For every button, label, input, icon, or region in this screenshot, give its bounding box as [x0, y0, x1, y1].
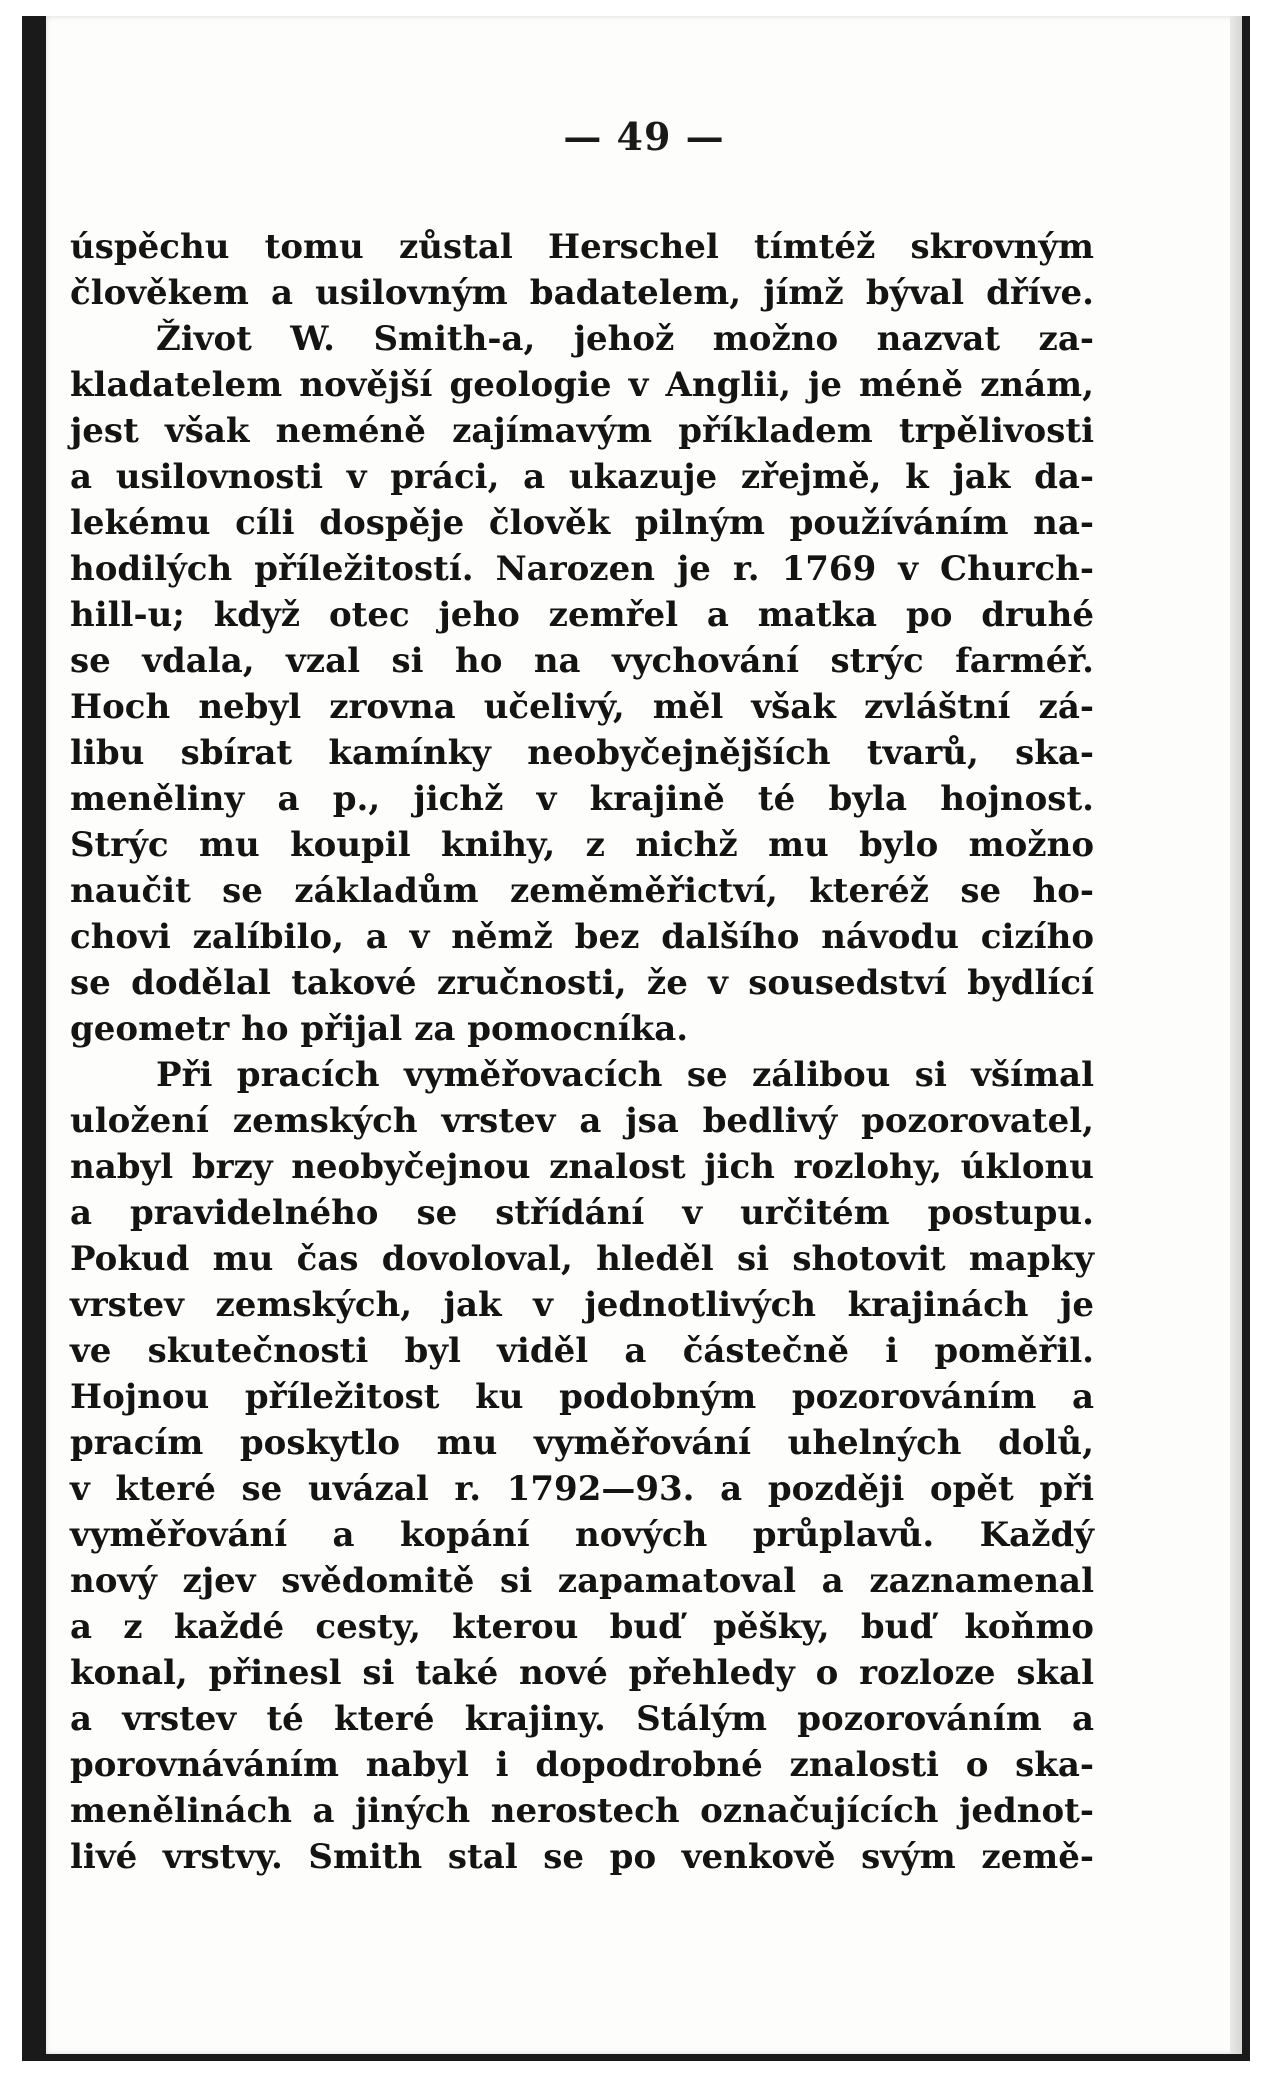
text-line: naučit se základům zeměměřictví, kteréž se ho- [70, 871, 1094, 911]
text-line: menělinách a jiných nerostech označujících jednot- [70, 1791, 1094, 1831]
text-line: Hoch nebyl zrovna učelivý, měl však zvláštní zá- [70, 687, 1094, 727]
text-line: a pravidelného se střídání v určitém postupu. [70, 1193, 1094, 1233]
text-line: porovnáváním nabyl i dopodrobné znalosti o ska- [70, 1745, 1094, 1785]
text-line: nabyl brzy neobyčejnou znalost jich rozlohy, úklonu [70, 1147, 1094, 1187]
text-line: v které se uvázal r. 1792—93. a později opět při [70, 1469, 1094, 1509]
text-line: jest však neméně zajímavým příkladem trpělivosti [70, 411, 1094, 451]
text-line: ve skutečnosti byl viděl a částečně i poměřil. [70, 1331, 1094, 1371]
page-edge [1230, 16, 1242, 2054]
text-line: úspěchu tomu zůstal Herschel tímtéž skrovným [70, 227, 1094, 267]
text-line: Při pracích vyměřovacích se zálibou si všímal [156, 1055, 1094, 1095]
text-line: se dodělal takové zručnosti, že v sousedství bydlící [70, 963, 1094, 1003]
text-line: a usilovnosti v práci, a ukazuje zřejmě, k jak da- [70, 457, 1094, 497]
text-line: lekému cíli dospěje člověk pilným používáním na- [70, 503, 1094, 543]
text-line: se vdala, vzal si ho na vychování strýc farméř. [70, 641, 1094, 681]
text-line: a vrstev té které krajiny. Stálým pozorováním a [70, 1699, 1094, 1739]
text-line: geometr ho přijal za pomocníka. [70, 1009, 689, 1049]
text-line: pracím poskytlo mu vyměřování uhelných dolů, [70, 1423, 1094, 1463]
text-line: Pokud mu čas dovoloval, hleděl si shotovit mapky [70, 1239, 1094, 1279]
text-line: uložení zemských vrstev a jsa bedlivý pozorovatel, [70, 1101, 1094, 1141]
text-line: Život W. Smith-a, jehož možno nazvat za- [156, 319, 1094, 359]
text-line: a z každé cesty, kterou buď pěšky, buď koňmo [70, 1607, 1094, 1647]
text-line: člověkem a usilovným badatelem, jímž býval dříve. [70, 273, 1094, 313]
text-line: vyměřování a kopání nových průplavů. Každý [70, 1515, 1094, 1555]
text-line: kladatelem novější geologie v Anglii, je méně znám, [70, 365, 1094, 405]
text-line: meněliny a p., jichž v krajině té byla hojnost. [70, 779, 1094, 819]
text-line: nový zjev svědomitě si zapamatoval a zaznamenal [70, 1561, 1094, 1601]
text-line: Hojnou příležitost ku podobným pozorováním a [70, 1377, 1094, 1417]
book-page [46, 16, 1242, 2054]
text-line: hill-u; když otec jeho zemřel a matka po druhé [70, 595, 1094, 635]
text-line: chovi zalíbilo, a v němž bez dalšího návodu cizího [70, 917, 1094, 957]
text-line: libu sbírat kamínky neobyčejnějších tvarů, ska- [70, 733, 1094, 773]
text-line: konal, přinesl si také nové přehledy o rozloze skal [70, 1653, 1094, 1693]
text-line: livé vrstvy. Smith stal se po venkově svým země- [70, 1837, 1094, 1877]
body-text [70, 224, 1094, 1880]
page-number: — 49 — [563, 114, 725, 159]
text-line: vrstev zemských, jak v jednotlivých krajinách je [70, 1285, 1094, 1325]
text-line: Strýc mu koupil knihy, z nichž mu bylo možno [70, 825, 1094, 865]
text-line: hodilých příležitostí. Narozen je r. 1769 v Church- [70, 549, 1094, 589]
